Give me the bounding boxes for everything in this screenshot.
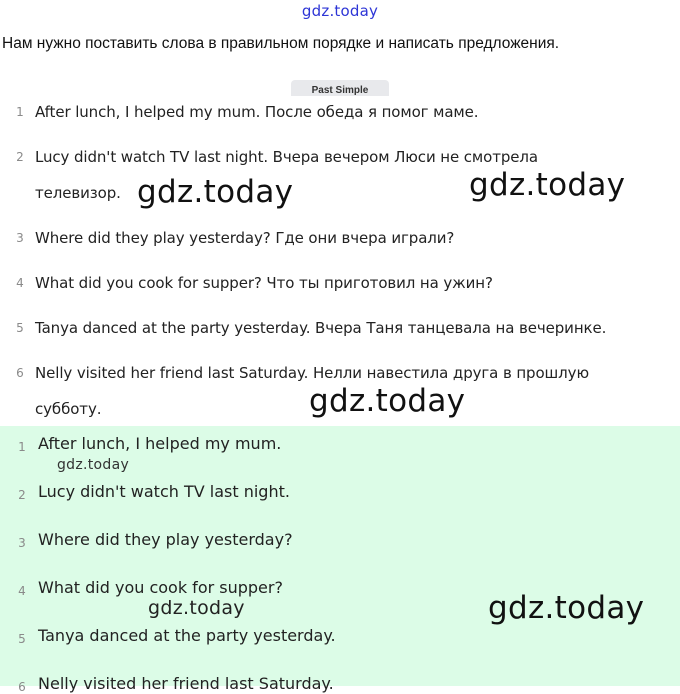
item-text: Where did they play yesterday? Где они вчера играли? xyxy=(35,229,455,247)
watermark: gdz.today xyxy=(488,590,645,626)
grammar-tag: Past Simple xyxy=(291,80,389,96)
item-text: Nelly visited her friend last Saturday. Нелли навестила друга в прошлую субботу. xyxy=(35,364,589,418)
item-number: 1 xyxy=(16,105,24,119)
watermark: gdz.today xyxy=(309,383,466,419)
answer-text: Where did they play yesterday? xyxy=(38,530,293,549)
item-text: Lucy didn't watch TV last night. Вчера вечером Люси не смотрела телевизор. xyxy=(35,148,538,202)
task-instruction: Нам нужно поставить слова в правильном порядке и написать предложения. xyxy=(2,35,560,52)
answer-text: Tanya danced at the party yesterday. xyxy=(38,626,336,645)
answer-number: 2 xyxy=(18,488,26,502)
watermark: gdz.today xyxy=(469,167,626,203)
answer-text: After lunch, I helped my mum. xyxy=(38,434,282,453)
top-watermark: gdz.today xyxy=(301,2,379,20)
item-text: What did you cook for supper? Что ты приготовил на ужин? xyxy=(35,274,493,292)
watermark: gdz.today xyxy=(148,597,245,619)
item-number: 6 xyxy=(16,366,24,380)
item-number: 2 xyxy=(16,150,24,164)
answer-number: 3 xyxy=(18,536,26,550)
watermark: gdz.today xyxy=(137,174,294,210)
item-number: 5 xyxy=(16,321,24,335)
item-text: Tanya danced at the party yesterday. Вчера Таня танцевала на вечеринке. xyxy=(35,319,607,337)
answer-number: 1 xyxy=(18,440,26,454)
answer-number: 5 xyxy=(18,632,26,646)
item-number: 3 xyxy=(16,231,24,245)
item-text: After lunch, I helped my mum. После обеда я помог маме. xyxy=(35,103,479,121)
answer-text: Lucy didn't watch TV last night. xyxy=(38,482,290,501)
watermark: gdz.today xyxy=(57,457,130,473)
answer-number: 4 xyxy=(18,584,26,598)
item-number: 4 xyxy=(16,276,24,290)
answer-text: Nelly visited her friend last Saturday. xyxy=(38,674,334,693)
answer-text: What did you cook for supper? xyxy=(38,578,283,597)
answer-number: 6 xyxy=(18,680,26,694)
